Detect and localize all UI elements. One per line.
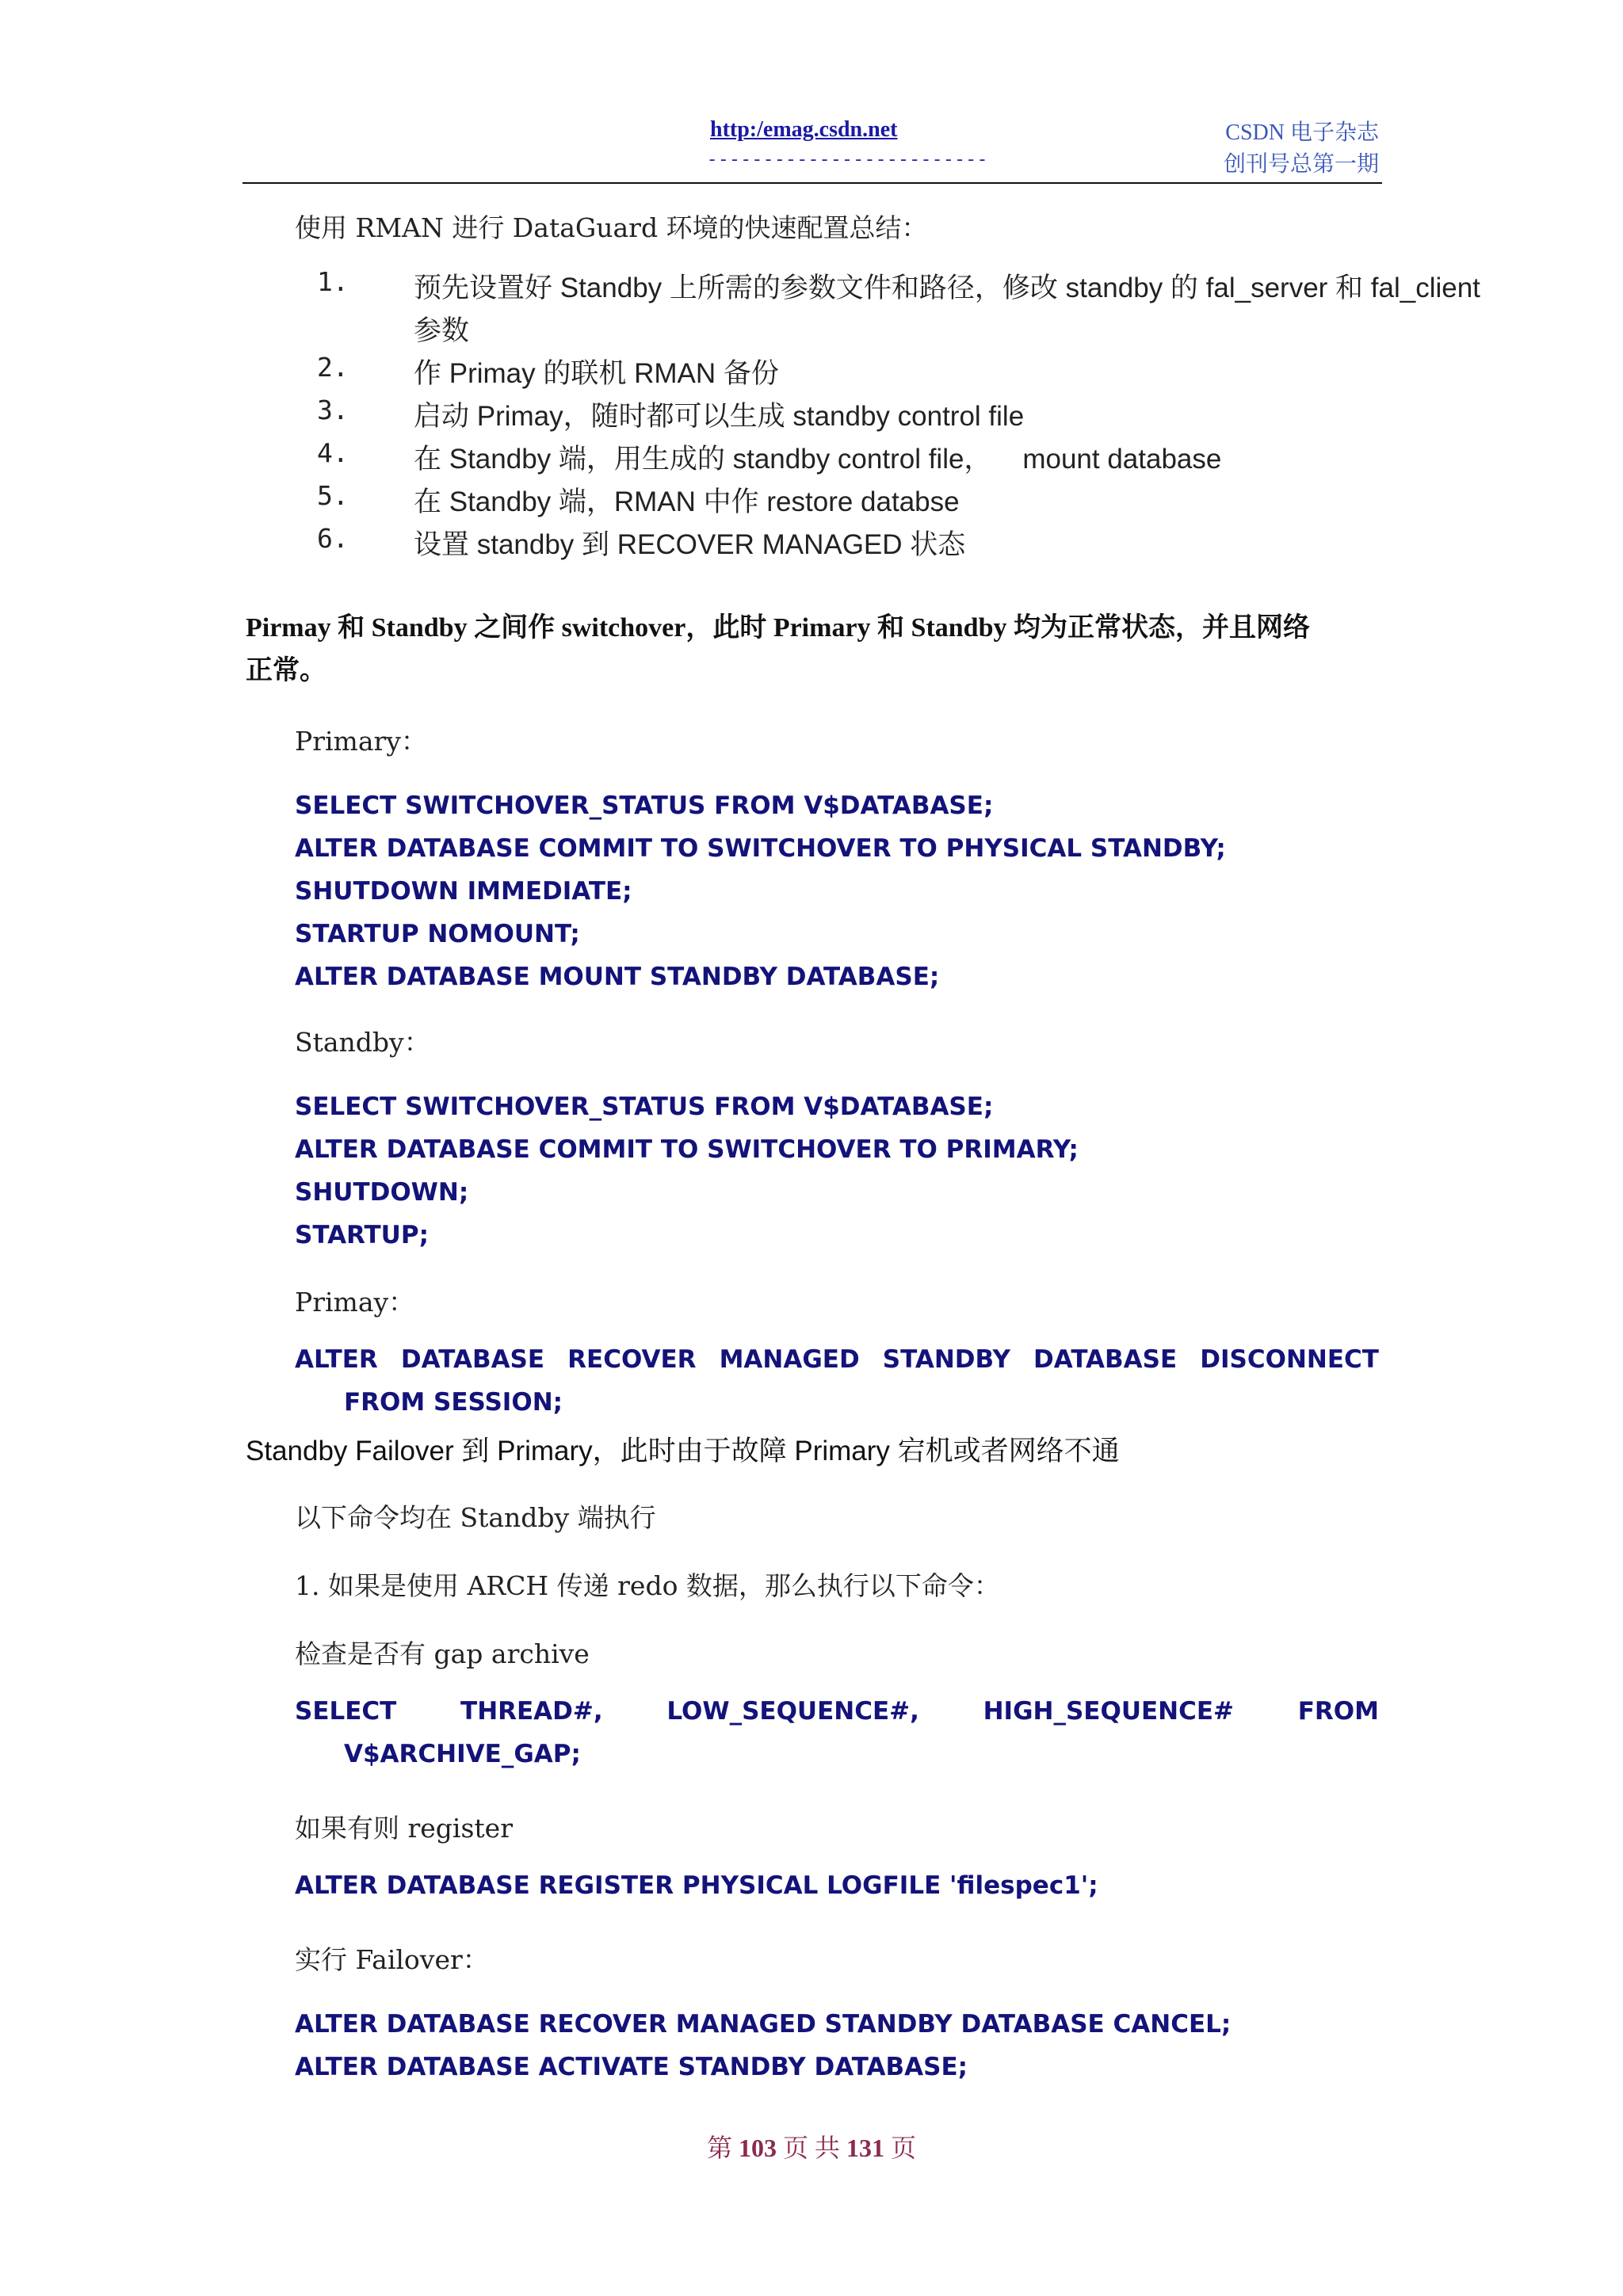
primary-code-block xyxy=(295,784,1226,998)
header-dash-line: ------------------------- xyxy=(707,151,989,170)
list-text: 启动 Primay，随时都可以生成 standby control file xyxy=(414,401,1025,432)
list-text: 作 Primay 的联机 RMAN 备份 xyxy=(414,358,779,389)
list-text: 在 Standby 端，用生成的 standby control file， mount database xyxy=(414,444,1222,475)
do-failover-text: 实行 Failover： xyxy=(295,1944,489,1975)
check-gap-text: 检查是否有 gap archive xyxy=(295,1638,590,1669)
header-magazine-info xyxy=(1224,117,1379,181)
code-word: DATABASE xyxy=(400,1345,545,1374)
list-number: 1. xyxy=(317,266,349,297)
primary-label: Primary： xyxy=(295,726,427,757)
footer-page-number: 103 xyxy=(738,2134,777,2162)
code-line: SELECT SWITCHOVER_STATUS FROM V$DATABASE; xyxy=(295,791,994,820)
list-number: 2. xyxy=(317,352,349,383)
switchover-heading-line2: 正常。 xyxy=(246,656,327,685)
header-rule xyxy=(242,182,1382,184)
list-text: 预先设置好 Standby 上所需的参数文件和路径，修改 standby 的 fal_server 和 fal_client xyxy=(414,273,1480,303)
code-word: MANAGED xyxy=(719,1345,860,1374)
code-line: ALTER DATABASE RECOVER MANAGED STANDBY DATABASE CANCEL; xyxy=(295,2010,1232,2039)
steps-list xyxy=(317,266,1480,566)
list-number: 6. xyxy=(317,523,349,554)
failover-heading: Standby Failover 到 Primary，此时由于故障 Primary 宕机或者网络不通 xyxy=(246,1436,1120,1466)
switchover-heading xyxy=(246,607,1379,692)
switchover-heading-line1: Pirmay 和 Standby 之间作 switchover，此时 Primary 和 Standby 均为正常状态，并且网络 xyxy=(246,613,1310,643)
gap-code-line xyxy=(295,1697,1379,1726)
recover-code-line xyxy=(295,1345,1379,1374)
code-word: ALTER xyxy=(295,1345,378,1374)
code-word: SELECT xyxy=(295,1697,397,1726)
list-item xyxy=(317,523,1480,566)
code-line: SHUTDOWN IMMEDIATE; xyxy=(295,877,632,906)
list-item xyxy=(317,395,1480,437)
code-word: DISCONNECT xyxy=(1200,1345,1379,1374)
code-word: STANDBY xyxy=(882,1345,1010,1374)
recover-code-continuation: FROM SESSION; xyxy=(344,1388,563,1417)
header-magazine-title: CSDN 电子杂志 xyxy=(1225,120,1379,145)
code-line: ALTER DATABASE COMMIT TO SWITCHOVER TO PHYSICAL STANDBY; xyxy=(295,834,1226,863)
standby-code-block xyxy=(295,1085,1079,1257)
footer-prefix: 第 xyxy=(706,2134,732,2162)
list-item-continuation xyxy=(317,309,1480,352)
page-footer xyxy=(0,2128,1623,2164)
code-word: THREAD#, xyxy=(460,1697,603,1726)
failover-note: 以下命令均在 Standby 端执行 xyxy=(295,1502,656,1533)
footer-middle: 页 共 xyxy=(782,2134,840,2162)
list-item xyxy=(317,437,1480,480)
code-word: FROM xyxy=(1297,1697,1379,1726)
list-text: 设置 standby 到 RECOVER MANAGED 状态 xyxy=(414,529,966,560)
code-word: RECOVER xyxy=(567,1345,697,1374)
code-line: STARTUP NOMOUNT; xyxy=(295,920,580,948)
code-line: SHUTDOWN; xyxy=(295,1178,469,1207)
code-word: HIGH_SEQUENCE# xyxy=(983,1697,1235,1726)
failover-code-block xyxy=(295,2003,1231,2088)
list-item xyxy=(317,480,1480,523)
header-link[interactable]: http:/emag.csdn.net xyxy=(710,117,898,142)
code-word: LOW_SEQUENCE#, xyxy=(666,1697,919,1726)
list-item xyxy=(317,352,1480,395)
failover-step1: 1. 如果是使用 ARCH 传递 redo 数据，那么执行以下命令： xyxy=(295,1570,1000,1601)
header-issue: 创刊号总第一期 xyxy=(1223,152,1379,177)
register-code-line: ALTER DATABASE REGISTER PHYSICAL LOGFILE 'filespec1'; xyxy=(295,1871,1098,1900)
primay-label: Primay： xyxy=(295,1287,415,1318)
footer-suffix: 页 xyxy=(891,2134,917,2162)
code-line: SELECT SWITCHOVER_STATUS FROM V$DATABASE; xyxy=(295,1093,994,1121)
gap-code-continuation: V$ARCHIVE_GAP; xyxy=(344,1740,581,1768)
code-line: ALTER DATABASE MOUNT STANDBY DATABASE; xyxy=(295,963,940,991)
list-number: 4. xyxy=(317,437,349,468)
code-line: ALTER DATABASE COMMIT TO SWITCHOVER TO PRIMARY; xyxy=(295,1135,1079,1164)
code-word: DATABASE xyxy=(1033,1345,1178,1374)
list-text: 参数 xyxy=(414,315,470,346)
footer-total-pages: 131 xyxy=(846,2134,884,2162)
list-number: 3. xyxy=(317,395,349,425)
standby-label: Standby： xyxy=(295,1027,430,1058)
if-register-text: 如果有则 register xyxy=(295,1813,513,1844)
list-item xyxy=(317,266,1480,309)
list-number: 5. xyxy=(317,480,349,511)
code-line: STARTUP; xyxy=(295,1221,429,1249)
intro-text: 使用 RMAN 进行 DataGuard 环境的快速配置总结： xyxy=(295,212,928,243)
list-text: 在 Standby 端，RMAN 中作 restore databse xyxy=(414,486,960,517)
code-line: ALTER DATABASE ACTIVATE STANDBY DATABASE; xyxy=(295,2053,968,2081)
